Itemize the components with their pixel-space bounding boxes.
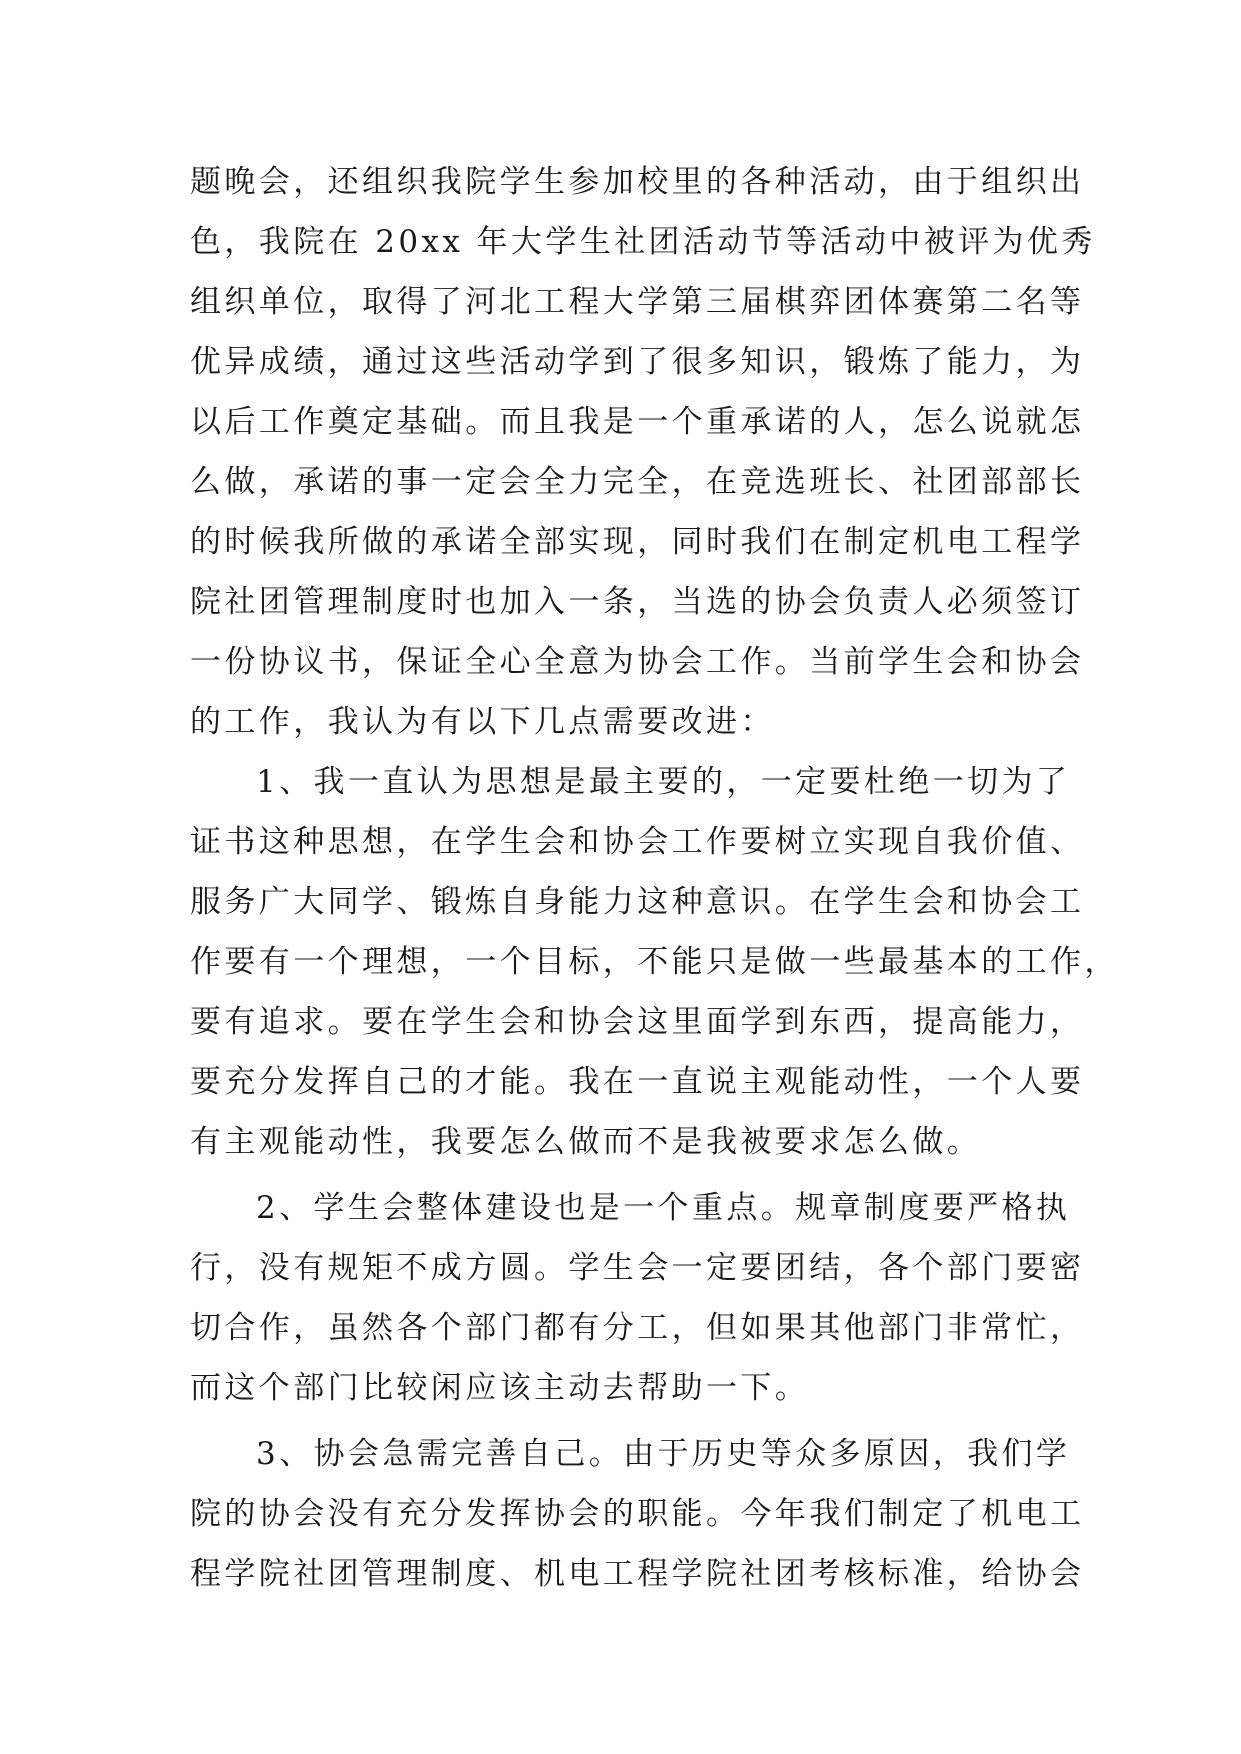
text-line: 色，我院在 20xx 年大学生社团活动节等活动中被评为优秀 xyxy=(190,224,1096,260)
text-line: 优异成绩，通过这些活动学到了很多知识，锻炼了能力，为 xyxy=(190,344,1085,380)
text-line: 的时候我所做的承诺全部实现，同时我们在制定机电工程学 xyxy=(190,524,1085,560)
text-line: 而这个部门比较闲应该主动去帮助一下。 xyxy=(190,1370,810,1406)
paragraph-2-start: 2、学生会整体建设也是一个重点。规章制度要严格执 xyxy=(256,1190,1071,1226)
text-line: 以后工作奠定基础。而且我是一个重承诺的人，怎么说就怎 xyxy=(190,404,1085,440)
text-line: 程学院社团管理制度、机电工程学院社团考核标准，给协会 xyxy=(190,1556,1085,1592)
text-line: 院的协会没有充分发挥协会的职能。今年我们制定了机电工 xyxy=(190,1496,1085,1532)
text-line: 服务广大同学、锻炼自身能力这种意识。在学生会和协会工 xyxy=(190,884,1085,920)
text-line: 切合作，虽然各个部门都有分工，但如果其他部门非常忙， xyxy=(190,1310,1085,1346)
text-line: 一份协议书，保证全心全意为协会工作。当前学生会和协会 xyxy=(190,644,1085,680)
paragraph-1-start: 1、我一直认为思想是最主要的，一定要杜绝一切为了 xyxy=(256,764,1071,800)
text-line: 的工作，我认为有以下几点需要改进： xyxy=(190,704,775,740)
text-line: 要有追求。要在学生会和协会这里面学到东西，提高能力， xyxy=(190,1004,1085,1040)
text-line: 组织单位，取得了河北工程大学第三届棋弈团体赛第二名等 xyxy=(190,284,1085,320)
text-line: 题晚会，还组织我院学生参加校里的各种活动，由于组织出 xyxy=(190,164,1085,200)
body-text xyxy=(190,152,1119,1604)
text-line: 作要有一个理想，一个目标，不能只是做一些最基本的工作， xyxy=(190,944,1119,980)
text-line: 么做，承诺的事一定会全力完全，在竞选班长、社团部部长 xyxy=(190,464,1085,500)
text-line: 行，没有规矩不成方圆。学生会一定要团结，各个部门要密 xyxy=(190,1250,1085,1286)
paragraph-3-start: 3、协会急需完善自己。由于历史等众多原因，我们学 xyxy=(256,1436,1071,1472)
text-line: 要充分发挥自己的才能。我在一直说主观能动性，一个人要 xyxy=(190,1064,1085,1100)
text-line: 有主观能动性，我要怎么做而不是我被要求怎么做。 xyxy=(190,1124,982,1160)
text-line: 证书这种思想，在学生会和协会工作要树立实现自我价值、 xyxy=(190,824,1085,860)
text-line: 院社团管理制度时也加入一条，当选的协会负责人必须签订 xyxy=(190,584,1085,620)
